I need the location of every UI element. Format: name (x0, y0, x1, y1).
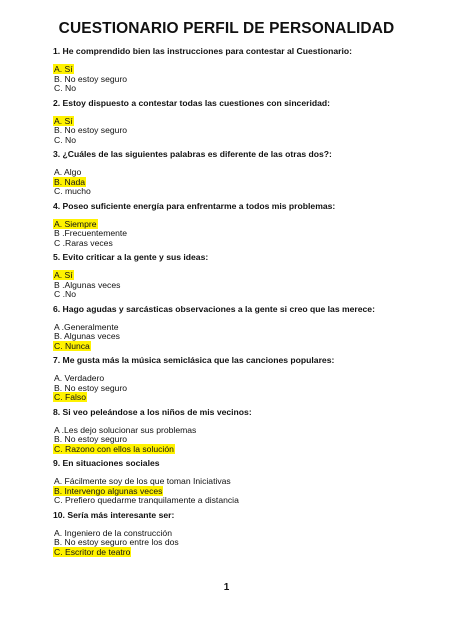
answer-option-label: B. No estoy seguro (54, 73, 128, 84)
answer-option (53, 239, 433, 249)
question-6 (53, 304, 433, 352)
page-title: CUESTIONARIO PERFIL DE PERSONALIDAD (58, 20, 395, 37)
answer-option-label: B. No estoy seguro (54, 125, 128, 135)
answer-option-label: B. No estoy seguro (54, 434, 128, 444)
answer-option-label: C. Razono con ellos la solución (54, 443, 174, 454)
question-text: 6. Hago agudas y sarcásticas observaciones a la gente si creo que las merece: (53, 303, 375, 314)
answer-option-label: A. Siempre (54, 218, 97, 229)
answer-option-label: C .Raras veces (54, 237, 113, 248)
question-9 (53, 458, 433, 506)
answer-option-label: A. Ingeniero de la construcción (54, 527, 172, 538)
answer-option-selected (53, 548, 433, 558)
answer-option-label: A. Verdadero (54, 373, 105, 383)
answer-option (53, 84, 433, 94)
page-number: 1 (223, 582, 230, 593)
answer-option-label: A. Sí (54, 115, 73, 126)
answer-option-label: A. Algo (54, 167, 82, 177)
question-2 (53, 98, 433, 146)
answer-option-label: C. No (54, 134, 76, 145)
answer-option-label: B. No estoy seguro (54, 382, 128, 393)
answer-option-label: C. Nunca (54, 340, 90, 351)
question-8 (53, 407, 433, 455)
question-text: 1. He comprendido bien las instrucciones para contestar al Cuestionario: (53, 46, 352, 56)
answer-option (53, 187, 433, 197)
question-4 (53, 201, 433, 249)
question-10 (53, 510, 433, 558)
answer-option-selected (53, 445, 433, 455)
answer-option (53, 290, 433, 300)
answer-option-label: C. Prefiero quedarme tranquilamente a distancia (54, 495, 239, 505)
question-1 (53, 46, 433, 94)
answer-option-label: A. Sí (54, 64, 73, 74)
answer-option-label: B. Algunas veces (54, 331, 120, 341)
answer-option-label: B. No estoy seguro entre los dos (54, 537, 179, 547)
answer-option-selected (53, 393, 433, 403)
answer-option-label: B .Frecuentemente (54, 228, 128, 238)
answer-option (53, 75, 433, 85)
answer-option-label: A .Generalmente (54, 321, 119, 332)
answer-option (53, 332, 433, 342)
question-text: 5. Evito criticar a la gente y sus ideas: (53, 252, 209, 262)
answer-option (53, 136, 433, 146)
answer-option (53, 496, 433, 506)
answer-option-label: A. Fácilmente soy de los que toman Iniciativas (54, 476, 231, 486)
question-text: 4. Poseo suficiente energía para enfrentarme a todos mis problemas: (53, 200, 336, 211)
answer-option-label: A. Sí (54, 270, 73, 280)
answer-option-label: A .Les dejo solucionar sus problemas (54, 424, 197, 435)
answer-option-label: C. Falso (54, 392, 86, 402)
answer-option-label: B .Algunas veces (54, 279, 121, 290)
answer-option-label: B. Nada (54, 176, 86, 187)
question-text: 7. Me gusta más la música semiclásica que las canciones populares: (53, 355, 335, 365)
answer-option (53, 281, 433, 291)
question-text: 3. ¿Cuáles de las siguientes palabras es diferente de las otras dos?: (53, 149, 332, 159)
answer-option-label: C. mucho (54, 186, 91, 196)
answer-option-label: B. Intervengo algunas veces (54, 485, 163, 496)
questions-list (53, 42, 433, 557)
question-text: 9. En situaciones sociales (53, 458, 160, 468)
answer-option-label: C .No (54, 289, 76, 299)
answer-option-label: C. Escritor de teatro (54, 546, 131, 557)
question-3 (53, 149, 433, 197)
question-5 (53, 252, 433, 300)
answer-option-selected (53, 342, 433, 352)
question-7 (53, 355, 433, 403)
answer-option-selected (53, 178, 433, 188)
answer-option (53, 384, 433, 394)
question-text: 8. Si veo peleándose a los niños de mis vecinos: (53, 406, 252, 417)
question-text: 2. Estoy dispuesto a contestar todas las cuestiones con sinceridad: (53, 97, 330, 108)
question-text: 10. Sería más interesante ser: (53, 509, 175, 520)
answer-option (53, 168, 433, 178)
answer-option-label: C. No (54, 83, 76, 93)
answer-option (53, 126, 433, 136)
